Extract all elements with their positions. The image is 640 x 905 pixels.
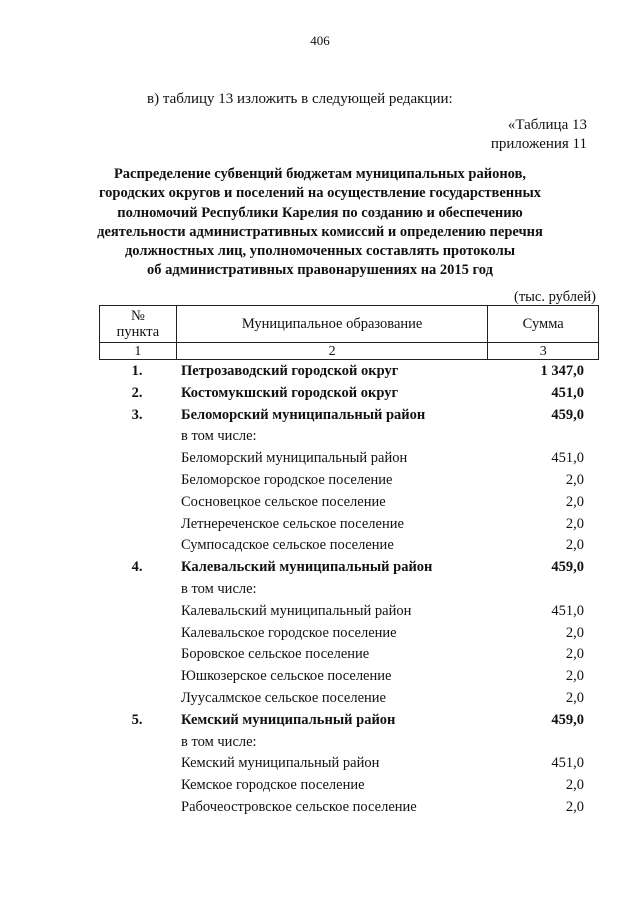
table-row [0, 425, 640, 447]
row-sum: 459,0 [551, 406, 584, 423]
row-sum: 2,0 [565, 777, 584, 794]
table-row [0, 643, 640, 665]
row-municipality: Летнереченское сельское поселение [181, 515, 404, 532]
header-index-1: 1 [100, 343, 177, 360]
unit-label: (тыс. рублей) [514, 289, 596, 305]
table-row [0, 578, 640, 600]
table-row [0, 491, 640, 513]
row-number: 2. [131, 384, 143, 401]
table-row [0, 556, 640, 578]
row-sum: 2,0 [565, 537, 584, 554]
table-row [0, 796, 640, 818]
table-header [99, 305, 599, 360]
row-municipality: Сумпосадское сельское поселение [181, 537, 394, 554]
table-reference [491, 116, 587, 154]
row-municipality: Беломорский муниципальный район [181, 406, 426, 423]
row-sum: 2,0 [565, 689, 584, 706]
row-sum: 2,0 [565, 515, 584, 532]
table-reference-line: приложения 11 [490, 136, 587, 152]
table-reference-line: «Таблица 13 [507, 117, 587, 133]
row-municipality: Беломорский муниципальный район [181, 450, 408, 467]
row-municipality: в том числе: [181, 733, 257, 750]
row-sum: 2,0 [565, 798, 584, 815]
table-row [0, 600, 640, 622]
header-municipality: Муниципальное образование [176, 306, 488, 343]
row-sum: 459,0 [551, 559, 584, 576]
table-row [0, 447, 640, 469]
row-municipality: Юшкозерское сельское поселение [181, 668, 392, 685]
table-row [0, 687, 640, 709]
row-sum: 459,0 [551, 711, 584, 728]
row-sum: 2,0 [565, 471, 584, 488]
table-row [0, 752, 640, 774]
row-municipality: Калевальский муниципальный район [181, 559, 433, 576]
header-sum: Сумма [488, 306, 599, 343]
row-sum: 451,0 [551, 384, 584, 401]
row-number: 5. [131, 711, 143, 728]
table-row [0, 709, 640, 731]
row-municipality: Кемское городское поселение [181, 777, 365, 794]
title-line: должностных лиц, уполномоченных составлять протоколы [124, 243, 516, 260]
table-row [0, 469, 640, 491]
table-row [0, 404, 640, 426]
row-sum: 2,0 [565, 624, 584, 641]
row-sum: 2,0 [565, 668, 584, 685]
row-number: 1. [131, 363, 143, 379]
header-number-label: пункта [116, 324, 160, 340]
title-line: Распределение субвенций бюджетам муниципальных районов, [113, 166, 527, 182]
row-sum: 2,0 [565, 646, 584, 663]
title-line: об административных правонарушениях на 2015 год [147, 262, 493, 279]
row-municipality: Луусалмское сельское поселение [181, 689, 386, 706]
title-line: полномочий Республики Карелия по созданию и обеспечению [117, 204, 523, 221]
row-sum: 451,0 [551, 602, 584, 619]
table-row [0, 534, 640, 556]
row-municipality: Петрозаводский городской округ [181, 363, 399, 379]
table-row [0, 774, 640, 796]
table-body [0, 360, 640, 818]
header-number-cell [100, 306, 177, 343]
row-municipality: Калевальский муниципальный район [181, 602, 412, 619]
header-index-2: 2 [176, 343, 488, 360]
table-row [0, 665, 640, 687]
row-sum: 2,0 [565, 493, 584, 510]
row-municipality: Костомукшский городской округ [181, 384, 399, 401]
row-sum: 451,0 [551, 450, 584, 467]
row-municipality: Кемский муниципальный район [181, 755, 380, 772]
row-municipality: Беломорское городское поселение [181, 471, 393, 488]
row-sum: 451,0 [551, 755, 584, 772]
row-municipality: Сосновецкое сельское поселение [181, 493, 386, 510]
table-row [0, 360, 640, 382]
row-municipality: в том числе: [181, 580, 257, 597]
table-row [0, 731, 640, 753]
header-index-3: 3 [488, 343, 599, 360]
document-title [60, 165, 580, 281]
row-municipality: Боровское сельское поселение [181, 646, 370, 663]
table-row [0, 622, 640, 644]
table-row [0, 382, 640, 404]
row-municipality: в том числе: [181, 428, 257, 445]
row-municipality: Калевальское городское поселение [181, 624, 397, 641]
title-line: деятельности административных комиссий и определению перечня [97, 223, 543, 240]
header-number-symbol: № [130, 308, 145, 324]
intro-text: в) таблицу 13 изложить в следующей редакции: [147, 91, 453, 107]
row-sum: 1 347,0 [540, 363, 584, 379]
title-line: городских округов и поселений на осуществление государственных [98, 185, 542, 202]
page-number: 406 [310, 33, 330, 48]
row-municipality: Рабочеостровское сельское поселение [181, 798, 417, 815]
row-municipality: Кемский муниципальный район [181, 711, 396, 728]
row-number: 3. [131, 406, 143, 423]
table-row [0, 513, 640, 535]
row-number: 4. [131, 559, 143, 576]
